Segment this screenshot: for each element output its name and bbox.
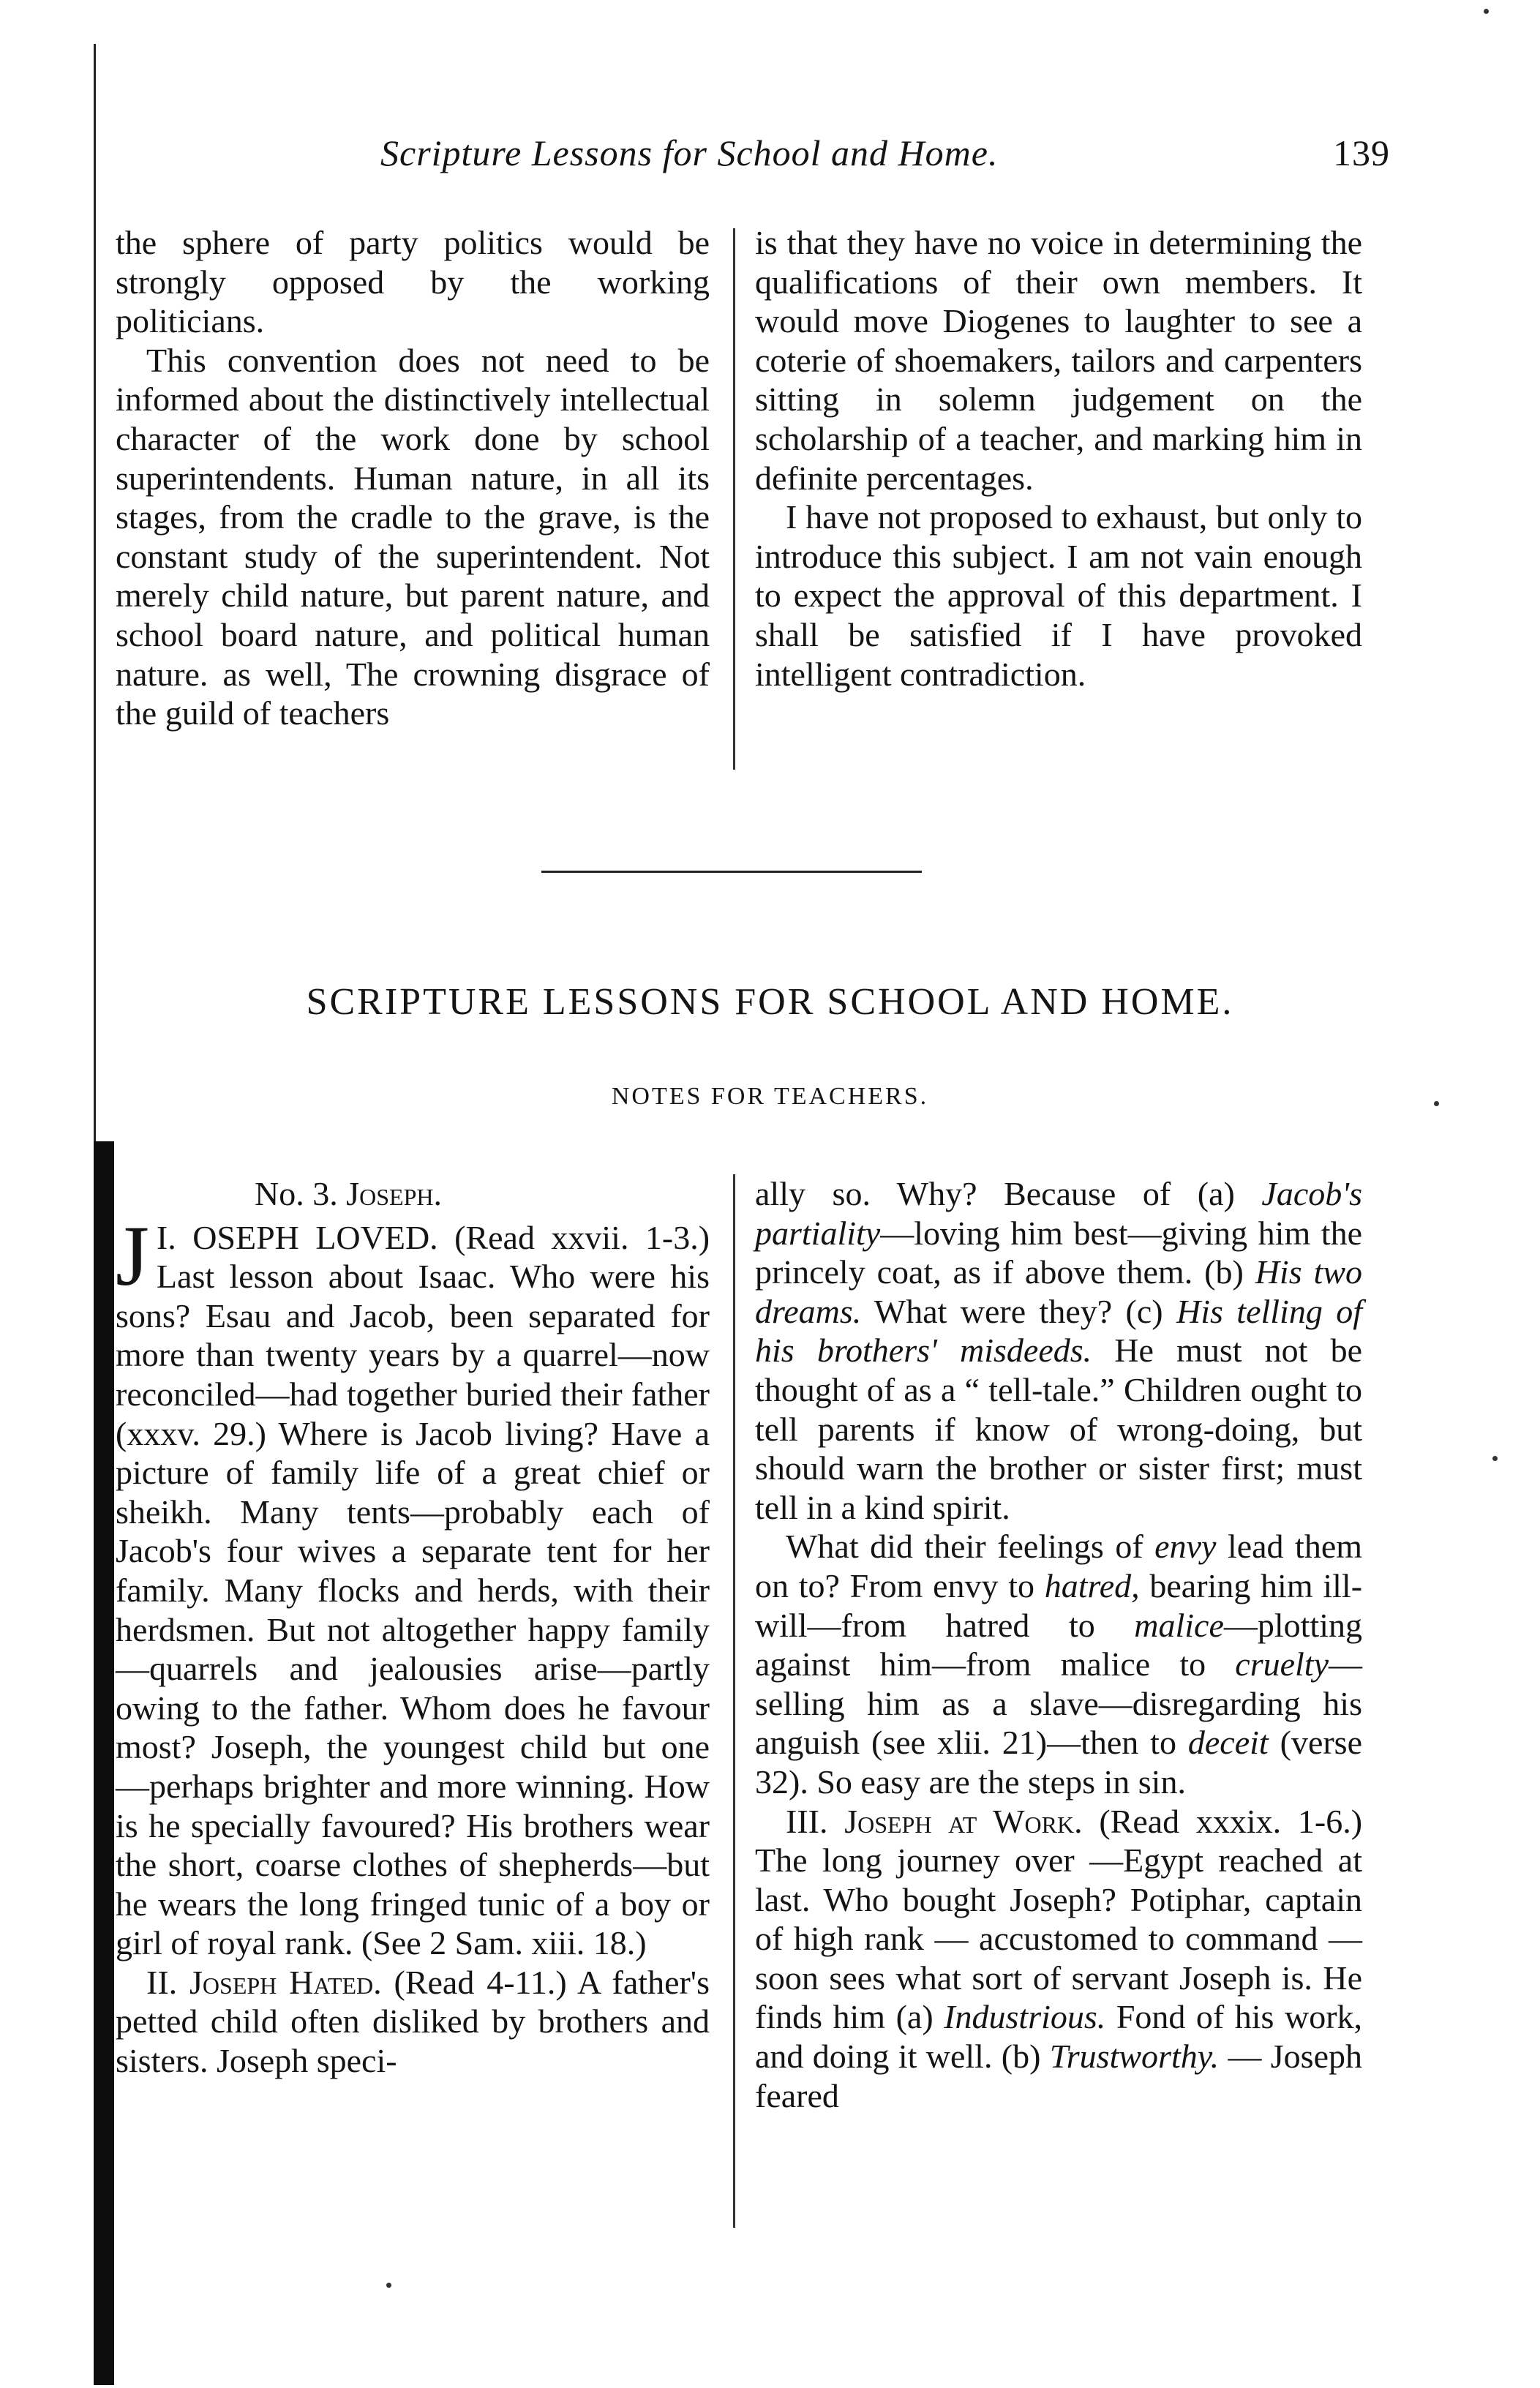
paragraph xyxy=(755,1174,1362,1527)
section-subtitle: NOTES FOR TEACHERS. xyxy=(611,1083,929,1110)
part-two-heading: Joseph Hated. xyxy=(189,1963,382,2001)
page-number: 139 xyxy=(1333,132,1390,173)
part-one-heading: OSEPH LOVED. xyxy=(192,1218,438,1256)
scan-speck xyxy=(1484,9,1489,14)
column-divider xyxy=(733,228,735,770)
emphasis: deceit xyxy=(1187,1724,1269,1762)
emphasis: His telling of his brothers' misdeeds. xyxy=(755,1292,1363,1370)
emphasis: Jacob's partiality xyxy=(755,1175,1362,1252)
lesson-heading xyxy=(116,1174,710,1214)
column-divider xyxy=(733,1174,735,2228)
top-right-column xyxy=(755,223,1362,694)
text-run: What did their feelings of xyxy=(786,1528,1143,1566)
emphasis: malice xyxy=(1134,1606,1224,1644)
part-two-numeral: II. xyxy=(146,1963,178,2001)
scan-speck xyxy=(1434,1101,1439,1106)
text-run: (verse 32). So easy are the steps in sin. xyxy=(755,1724,1362,1801)
section-title: SCRIPTURE LESSONS FOR SCHOOL AND HOME. xyxy=(306,981,1234,1023)
text-run: —loving him best—giving him the princely coat, as if above them. (b) xyxy=(755,1214,1362,1291)
text-run: lead them on to? From envy to xyxy=(755,1528,1363,1604)
text-run: — Joseph feared xyxy=(755,2038,1362,2114)
part-one-text: (Read xxvii. 1-3.) Last lesson about Isaac. Who were his sons? Esau and Jacob, been separated for more than twenty years by a quarrel—now reconciled—had together buried their father (xxxv. 29.) Where is Jacob living? Have a picture of family life of a great chief or sheikh. Many tents—probably each of Jacob's four wives a separate tent for her family. Many flocks and herds, with their herdsmen. But not altogether happy family—quarrels and jealousies arise—partly owing to the father. Whom does he favour most? Joseph, the youngest child but one —perhaps brighter and more winning. How is he specially favoured? His brothers wear the short, coarse clothes of shepherds—but he wears the long fringed tunic of a boy or girl of royal rank. (See 2 Sam. xiii. 18.) xyxy=(116,1218,710,1962)
paragraph: I have not proposed to exhaust, but only to introduce this subject. I am not vain enough to expect the approval of this department. I shall be satisfied if I have provoked intelligent contradiction. xyxy=(755,498,1362,693)
text-run: bearing him ill-will—from hatred to xyxy=(755,1566,1363,1644)
scan-speck xyxy=(386,2283,391,2288)
paragraph: the sphere of party politics would be strongly opposed by the working politicians. xyxy=(116,224,710,340)
text-run: Fond of his work, and doing it well. (b) xyxy=(755,1998,1363,2076)
part-one xyxy=(116,1207,710,1963)
text-run: —selling him as a slave—disregarding his anguish (see xlii. 21)—then to xyxy=(755,1645,1362,1762)
paragraph: This convention does not need to be informed about the distinctively intellectual character of the work done by school superintendents. Human nature, in all its stages, from the cradle to the grave, is the constant study of the superintendent. Not merely child nature, but parent nature, and school board nature, and political human nature. as well, The crowning disgrace of the guild of teachers xyxy=(116,341,710,732)
lesson-right-column xyxy=(755,1174,1362,2115)
part-two xyxy=(116,1963,710,2081)
section-rule xyxy=(541,871,922,873)
top-left-column xyxy=(116,223,710,733)
lesson-number: No. 3. xyxy=(255,1175,338,1212)
emphasis: hatred, xyxy=(1044,1566,1140,1604)
part-three xyxy=(755,1802,1362,2116)
emphasis: Trustworthy. xyxy=(1049,2038,1220,2076)
running-head-title: Scripture Lessons for School and Home. xyxy=(380,132,999,173)
lesson-left-column xyxy=(116,1174,710,2081)
part-three-numeral: III. xyxy=(786,1802,828,1840)
scan-speck xyxy=(1492,1456,1498,1461)
text-run: —plotting against him—from malice to xyxy=(755,1606,1362,1683)
text-run: He must not be thought of as a “ tell-tale.” Children ought to tell parents if know of wrong-doing, but should warn the brother or sister first; must tell in a kind spirit. xyxy=(755,1332,1362,1526)
emphasis: cruelty xyxy=(1235,1645,1329,1683)
text-run: ally so. Why? Because of (a) xyxy=(755,1175,1235,1212)
binding-edge-line xyxy=(94,951,96,1141)
part-two-text: (Read 4-11.) A father's petted child often disliked by brothers and sisters. Joseph speci- xyxy=(116,1963,710,2080)
part-one-numeral: I. xyxy=(156,1218,176,1256)
paragraph: is that they have no voice in determining the qualifications of their own members. It would move Diogenes to laughter to see a coterie of shoemakers, tailors and carpenters sitting in solemn judgement on the scholarship of a teacher, and marking him in definite percentages. xyxy=(755,224,1362,497)
text-run: What were they? (c) xyxy=(874,1292,1163,1330)
part-three-heading: Joseph at Work. xyxy=(844,1802,1083,1840)
text-run: (Read xxxix. 1-6.) The long journey over —Egypt reached at last. Who bought Joseph? Potiphar, captain of high rank — accustomed to command — soon sees what sort of servant Joseph is. He finds him (a) xyxy=(755,1802,1363,2036)
drop-cap: J xyxy=(116,1207,149,1304)
emphasis: envy xyxy=(1154,1528,1217,1566)
binding-edge-line xyxy=(94,44,96,951)
binding-edge-shadow xyxy=(94,1141,114,2385)
emphasis: His two dreams. xyxy=(755,1253,1362,1330)
emphasis: Industrious. xyxy=(944,1998,1106,2036)
lesson-name: Joseph. xyxy=(346,1175,442,1212)
paragraph xyxy=(755,1527,1362,1801)
